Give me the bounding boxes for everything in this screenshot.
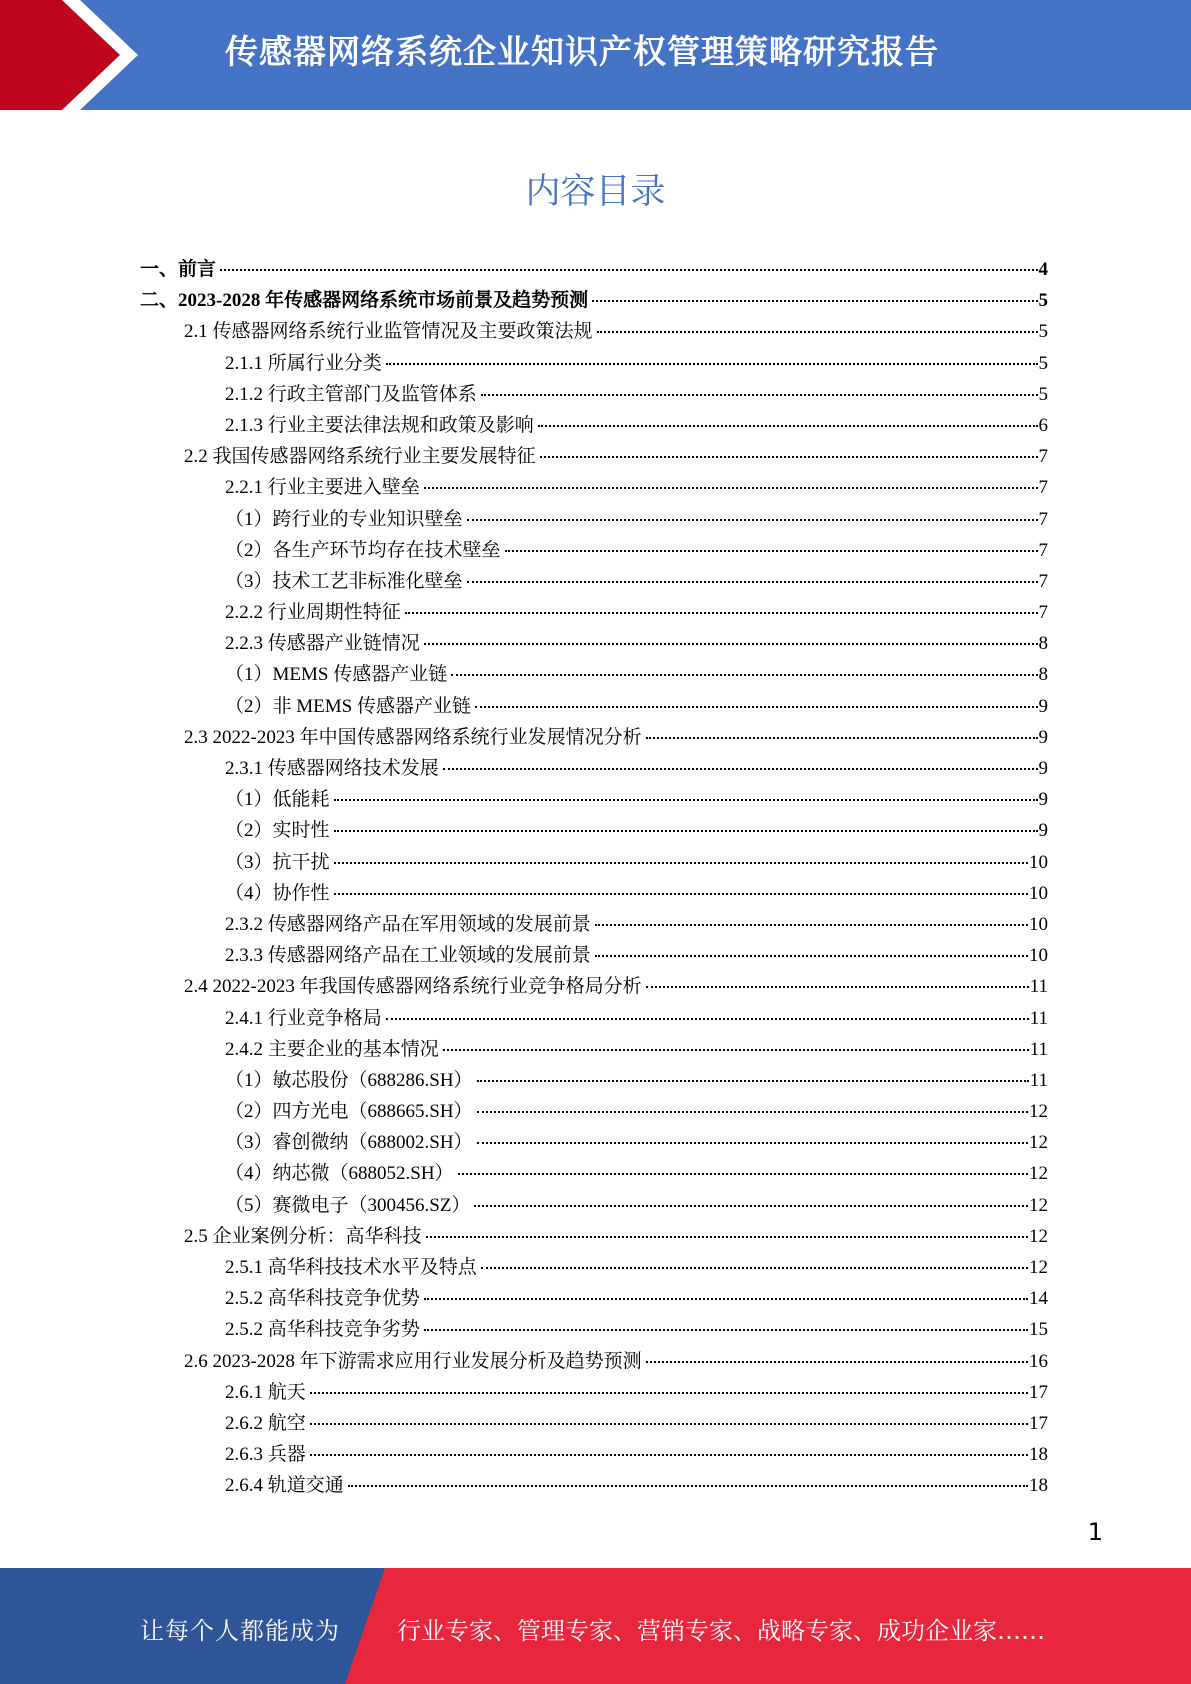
toc-entry[interactable]: [140, 1190, 1048, 1221]
toc-entry-page: 12: [1029, 1101, 1048, 1123]
toc-leader-dots: [386, 363, 1038, 365]
toc-leader-dots: [597, 331, 1038, 333]
toc-entry-page: 12: [1029, 1194, 1048, 1216]
toc-entry[interactable]: [140, 1221, 1048, 1252]
toc-entry-page: 14: [1029, 1288, 1048, 1310]
toc-entry-title: 2.5.2 高华科技竞争劣势: [225, 1319, 420, 1341]
toc-leader-dots: [334, 830, 1038, 832]
toc-entry-title: 2.1.2 行政主管部门及监管体系: [225, 383, 477, 405]
toc-entry-page: 7: [1038, 477, 1048, 499]
toc-leader-dots: [443, 1049, 1029, 1051]
toc-leader-dots: [540, 456, 1038, 458]
toc-entry-title: 2.3.3 传感器网络产品在工业领域的发展前景: [225, 945, 591, 967]
toc-entry-title: （1）低能耗: [225, 789, 330, 811]
toc-entry-page: 7: [1038, 602, 1048, 624]
toc-list: [140, 254, 1048, 1502]
toc-entry-title: （2）各生产环节均存在技术壁垒: [225, 539, 501, 561]
toc-entry-page: 18: [1029, 1444, 1048, 1466]
toc-entry[interactable]: [140, 504, 1048, 535]
toc-entry-title: 2.2.1 行业主要进入壁垒: [225, 477, 420, 499]
toc-entry[interactable]: [140, 472, 1048, 503]
toc-entry-page: 7: [1038, 539, 1048, 561]
toc-entry[interactable]: [140, 1127, 1048, 1158]
toc-entry[interactable]: [140, 535, 1048, 566]
toc-entry-title: （2）非 MEMS 传感器产业链: [225, 695, 471, 717]
toc-entry[interactable]: [140, 1314, 1048, 1345]
toc-entry-page: 10: [1029, 913, 1048, 935]
toc-entry[interactable]: [140, 784, 1048, 815]
toc-leader-dots: [475, 706, 1038, 708]
toc-entry-page: 5: [1038, 321, 1048, 343]
toc-entry[interactable]: [140, 1408, 1048, 1439]
toc-entry[interactable]: [140, 847, 1048, 878]
footer-banner: [0, 1568, 1191, 1684]
toc-entry-page: 10: [1029, 945, 1048, 967]
toc-entry-title: （3）技术工艺非标准化壁垒: [225, 570, 463, 592]
toc-leader-dots: [426, 1236, 1028, 1238]
toc-leader-dots: [474, 1205, 1028, 1207]
toc-entry[interactable]: [140, 566, 1048, 597]
toc-entry-title: （5）赛微电子（300456.SZ）: [225, 1194, 471, 1216]
toc-heading: 内容目录: [525, 172, 666, 212]
toc-entry[interactable]: [140, 691, 1048, 722]
toc-entry-title: 2.6.3 兵器: [225, 1444, 306, 1466]
toc-entry[interactable]: [140, 1283, 1048, 1314]
toc-leader-dots: [334, 862, 1028, 864]
toc-entry-page: 9: [1038, 758, 1048, 779]
toc-leader-dots: [595, 955, 1028, 957]
toc-leader-dots: [538, 425, 1038, 427]
toc-entry-title: 2.6.4 轨道交通: [225, 1475, 344, 1497]
toc-leader-dots: [310, 1423, 1028, 1425]
toc-leader-dots: [424, 1298, 1028, 1300]
toc-entry-page: 12: [1029, 1163, 1048, 1185]
toc-entry-title: （1）MEMS 传感器产业链: [225, 664, 448, 686]
toc-entry-page: 12: [1029, 1257, 1048, 1278]
toc-entry-page: 12: [1029, 1225, 1048, 1247]
toc-leader-dots: [646, 737, 1038, 739]
toc-entry-page: 11: [1029, 1038, 1048, 1060]
toc-entry[interactable]: [140, 940, 1048, 971]
toc-entry[interactable]: [140, 410, 1048, 441]
toc-entry[interactable]: [140, 1346, 1048, 1377]
toc-leader-dots: [220, 269, 1037, 271]
toc-entry-page: 17: [1029, 1381, 1048, 1403]
toc-entry-title: 2.2.3 传感器产业链情况: [225, 633, 420, 655]
toc-entry-page: 10: [1029, 882, 1048, 904]
toc-leader-dots: [424, 1329, 1028, 1331]
toc-entry-title: （2）实时性: [225, 820, 330, 842]
toc-entry-title: 2.2.2 行业周期性特征: [225, 602, 401, 624]
toc-entry[interactable]: [140, 316, 1048, 347]
toc-entry[interactable]: [140, 1470, 1048, 1501]
toc-entry[interactable]: [140, 878, 1048, 909]
toc-leader-dots: [592, 300, 1037, 302]
toc-leader-dots: [334, 893, 1028, 895]
toc-entry[interactable]: [140, 1158, 1048, 1189]
toc-leader-dots: [424, 487, 1038, 489]
toc-entry[interactable]: [140, 441, 1048, 472]
toc-entry[interactable]: [140, 722, 1048, 753]
toc-entry-title: 2.5.1 高华科技技术水平及特点: [225, 1257, 477, 1278]
toc-entry-title: 2.6 2023-2028 年下游需求应用行业发展分析及趋势预测: [184, 1350, 642, 1372]
toc-leader-dots: [477, 1142, 1028, 1144]
toc-leader-dots: [310, 1392, 1028, 1394]
toc-entry-page: 11: [1029, 1069, 1048, 1091]
toc-entry-page: 11: [1029, 1007, 1048, 1029]
toc-leader-dots: [405, 612, 1038, 614]
toc-leader-dots: [467, 581, 1038, 583]
footer-roles: 行业专家、管理专家、营销专家、战略专家、成功企业家……: [397, 1617, 1045, 1645]
toc-entry-title: （4）协作性: [225, 882, 330, 904]
toc-leader-dots: [443, 768, 1038, 770]
toc-entry-page: 9: [1038, 789, 1048, 811]
toc-entry-page: 8: [1038, 633, 1048, 655]
toc-entry-title: （2）四方光电（688665.SH）: [225, 1101, 473, 1123]
toc-entry[interactable]: [140, 1439, 1048, 1470]
toc-leader-dots: [424, 643, 1038, 645]
toc-entry[interactable]: [140, 1252, 1048, 1283]
toc-entry[interactable]: [140, 1003, 1048, 1034]
toc-entry-title: 2.5.2 高华科技竞争优势: [225, 1288, 420, 1310]
toc-entry-title: 二、2023-2028 年传感器网络系统市场前景及趋势预测: [140, 290, 589, 312]
toc-entry[interactable]: [140, 659, 1048, 690]
toc-entry-title: 2.3 2022-2023 年中国传感器网络系统行业发展情况分析: [184, 726, 642, 748]
toc-entry-title: 2.1.3 行业主要法律法规和政策及影响: [225, 414, 534, 436]
toc-entry[interactable]: [140, 1096, 1048, 1127]
toc-leader-dots: [348, 1485, 1028, 1487]
toc-entry-page: 7: [1038, 446, 1048, 468]
toc-entry-title: 2.4 2022-2023 年我国传感器网络系统行业竞争格局分析: [184, 976, 642, 998]
footer-slogan: 让每个人都能成为: [140, 1617, 340, 1645]
toc-entry-title: 2.1.1 所属行业分类: [225, 352, 382, 374]
toc-entry[interactable]: [140, 1377, 1048, 1408]
page-number: 1: [1087, 1518, 1103, 1546]
toc-leader-dots: [505, 550, 1038, 552]
toc-entry-page: 18: [1029, 1475, 1048, 1497]
toc-leader-dots: [477, 1111, 1028, 1113]
toc-leader-dots: [310, 1454, 1028, 1456]
toc-entry-page: 16: [1029, 1350, 1048, 1372]
toc-entry-title: （3）抗干扰: [225, 851, 330, 873]
toc-entry-title: 2.2 我国传感器网络系统行业主要发展特征: [184, 446, 536, 468]
toc-entry[interactable]: [140, 971, 1048, 1002]
toc-leader-dots: [458, 1173, 1028, 1175]
toc-entry-title: （1）敏芯股份（688286.SH）: [225, 1069, 473, 1091]
toc-entry-page: 17: [1029, 1412, 1048, 1434]
toc-entry-title: （3）睿创微纳（688002.SH）: [225, 1132, 473, 1154]
chevron-arrow-icon: [0, 0, 160, 110]
toc-leader-dots: [481, 394, 1038, 396]
toc-entry-page: 9: [1038, 726, 1048, 748]
toc-entry[interactable]: [140, 628, 1048, 659]
toc-entry-page: 7: [1038, 570, 1048, 592]
toc-entry[interactable]: [140, 909, 1048, 940]
toc-entry-page: 8: [1038, 664, 1048, 686]
toc-leader-dots: [451, 674, 1037, 676]
toc-entry-title: 2.6.2 航空: [225, 1412, 306, 1434]
toc-leader-dots: [646, 986, 1029, 988]
toc-leader-dots: [646, 1361, 1028, 1363]
toc-entry[interactable]: [140, 285, 1048, 316]
toc-entry-title: （4）纳芯微（688052.SH）: [225, 1163, 454, 1185]
toc-entry-page: 11: [1029, 976, 1048, 998]
header-banner: [0, 0, 1191, 110]
toc-entry-title: （1）跨行业的专业知识壁垒: [225, 508, 463, 530]
toc-entry-title: 2.4.2 主要企业的基本情况: [225, 1038, 439, 1060]
toc-entry-page: 6: [1038, 414, 1048, 436]
toc-entry[interactable]: [140, 1034, 1048, 1065]
toc-entry-title: 2.4.1 行业竞争格局: [225, 1007, 382, 1029]
toc-entry[interactable]: [140, 815, 1048, 846]
toc-entry[interactable]: [140, 379, 1048, 410]
toc-leader-dots: [334, 799, 1038, 801]
toc-entry-page: 5: [1038, 352, 1048, 374]
report-title: 传感器网络系统企业知识产权管理策略研究报告: [225, 32, 939, 71]
toc-entry-page: 5: [1038, 383, 1048, 405]
toc-entry-page: 10: [1029, 851, 1048, 873]
toc-entry-title: 2.5 企业案例分析：高华科技: [184, 1225, 422, 1247]
toc-entry-page: 9: [1038, 820, 1048, 842]
toc-leader-dots: [481, 1267, 1028, 1269]
toc-entry-title: 一、前言: [140, 259, 217, 280]
toc-entry-page: 5: [1038, 290, 1048, 312]
toc-entry-page: 15: [1029, 1319, 1048, 1341]
toc-entry-title: 2.3.2 传感器网络产品在军用领域的发展前景: [225, 913, 591, 935]
toc-entry-page: 7: [1038, 508, 1048, 530]
toc-entry-title: 2.3.1 传感器网络技术发展: [225, 758, 439, 779]
toc-entry-page: 9: [1038, 695, 1048, 717]
toc-entry[interactable]: [140, 753, 1048, 784]
toc-entry-page: 4: [1038, 259, 1048, 280]
toc-entry[interactable]: [140, 254, 1048, 285]
toc-entry[interactable]: [140, 1065, 1048, 1096]
toc-entry[interactable]: [140, 348, 1048, 379]
toc-entry-title: 2.1 传感器网络系统行业监管情况及主要政策法规: [184, 321, 593, 343]
toc-entry-page: 12: [1029, 1132, 1048, 1154]
toc-leader-dots: [477, 1080, 1029, 1082]
toc-leader-dots: [386, 1018, 1029, 1020]
toc-leader-dots: [595, 924, 1028, 926]
toc-entry[interactable]: [140, 597, 1048, 628]
toc-leader-dots: [467, 519, 1038, 521]
toc-entry-title: 2.6.1 航天: [225, 1381, 306, 1403]
